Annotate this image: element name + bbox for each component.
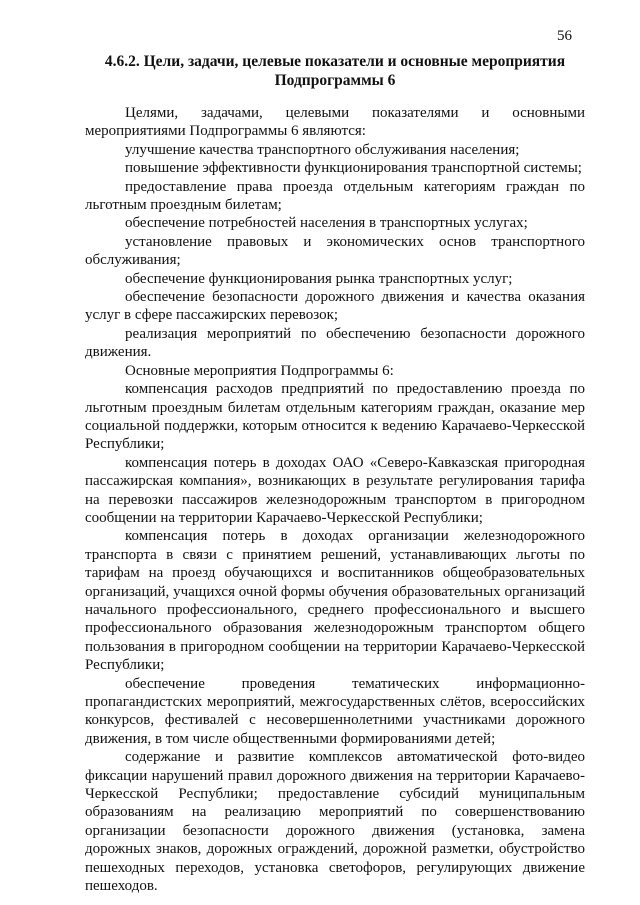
paragraph-goal: обеспечение безопасности дорожного движения и качества оказания услуг в сфере пассажирских перевозок; <box>85 289 585 324</box>
paragraph-measure: компенсация расходов предприятий по предоставлению проезда по льготным проездным билетам отдельным категориям граждан, оказание мер социальной поддержки, которым относится к ведению Карачаево-Черкесской Республики; <box>85 381 585 453</box>
paragraph-goal: улучшение качества транспортного обслуживания населения; <box>125 141 520 158</box>
paragraph-measure: обеспечение проведения тематических информационно-пропагандистских мероприятий, межгосударственных слётов, всероссийских конкурсов, фестивалей с несовершеннолетними участниками дорожного движения, в том числе общественными формированиями детей; <box>85 675 585 747</box>
document-body <box>85 104 585 895</box>
paragraph-goal: обеспечение потребностей населения в транспортных услугах; <box>125 215 528 232</box>
paragraph-goal: установление правовых и экономических основ транспортного обслуживания; <box>85 233 585 269</box>
paragraph-measure: компенсация потерь в доходах организации железнодорожного транспорта в связи с принятием решений, устанавливающих льготы по тарифам на проезд обучающихся и воспитанников общеобразовательных организаций, учащихся очной формы обучения образовательных организаций начального профессионального, среднего профессионального и высшего профессионального образования железнодорожным транспортом общего пользования в пригородном сообщении на территории Карачаево-Черкесской Республики; <box>85 528 585 674</box>
page-number: 56 <box>557 28 572 44</box>
section-heading-line-2: Подпрограммы 6 <box>274 72 396 89</box>
paragraph-measure: содержание и развитие комплексов автоматической фото-видео фиксации нарушений правил дорожного движения на территории Карачаево-Черкесской Республики; предоставление субсидий муниципальным образованиям на реализацию мероприятий по совершенствованию организации безопасности дорожного движения (установка, замена дорожных знаков, дорожных ограждений, дорожной разметки, обустройство пешеходных переходов, установка светофоров, регулирующих движение пешеходов. <box>85 749 585 895</box>
section-heading <box>85 52 585 90</box>
paragraph-goal: предоставление права проезда отдельным категориям граждан по льготным проездным билетам; <box>85 178 585 214</box>
paragraph-goal: реализация мероприятий по обеспечению безопасности дорожного движения. <box>85 325 585 361</box>
section-heading-line-1: 4.6.2. Цели, задачи, целевые показатели и основные мероприятия <box>104 53 566 70</box>
paragraph-intro: Целями, задачами, целевыми показателями и основными мероприятиями Подпрограммы 6 являются: <box>85 105 585 140</box>
paragraph-goal: повышение эффективности функционирования транспортной системы; <box>125 160 582 177</box>
paragraph-measure: компенсация потерь в доходах ОАО «Северо-Кавказская пригородная пассажирская компания», возникающих в результате регулирования тарифа на перевозки пассажиров железнодорожным транспортом в пригородном сообщении на территории Карачаево-Черкесской Республики; <box>85 454 585 526</box>
paragraph-goal: обеспечение функционирования рынка транспортных услуг; <box>125 270 513 287</box>
paragraph-measures-intro: Основные мероприятия Подпрограммы 6: <box>125 362 394 379</box>
